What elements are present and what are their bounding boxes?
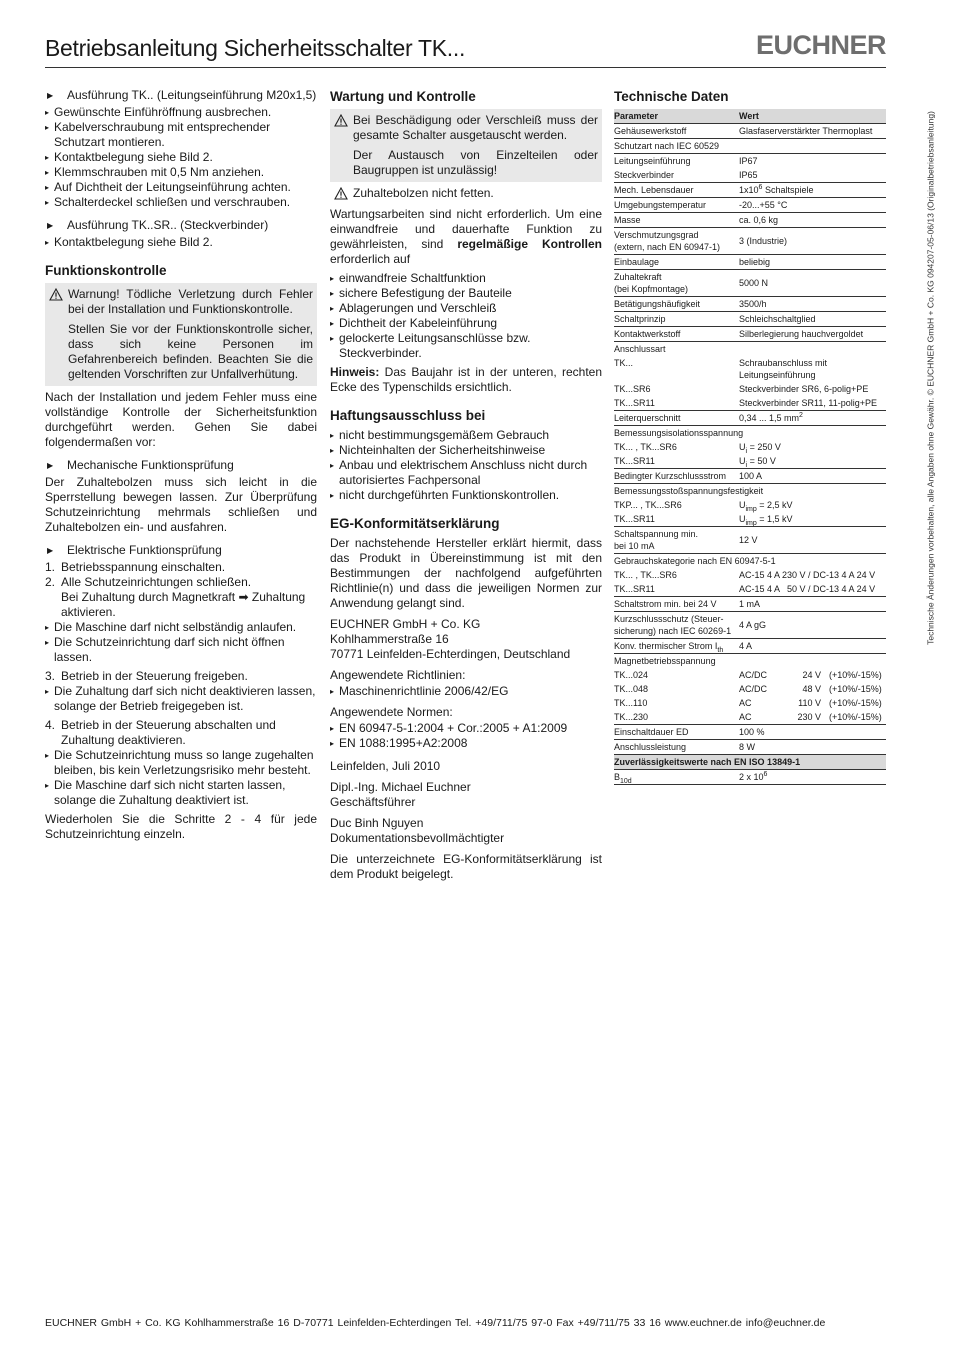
table-row: Gebrauchskategorie nach EN 60947-5-1: [614, 556, 776, 566]
heading-technische-daten: Technische Daten: [614, 89, 729, 104]
heading-eg-konformitaet: EG-Konformitätserklärung: [330, 516, 500, 531]
table-row: Leiterquerschnitt 0,34 ... 1,5 $mm^2$: [614, 411, 886, 426]
heading-funktionskontrolle: Funktionskontrolle: [45, 263, 167, 278]
list-item: ▸ Die Schutzeinrichtung muss so lange zugehalten bleiben, bis kein Verletzungsrisiko mehr besteht.: [45, 748, 317, 778]
list-item: ▸ Kontaktbelegung siehe Bild 2.: [45, 150, 317, 165]
list-item: ▸ Klemmschrauben mit 0,5 Nm anziehen.: [45, 165, 317, 180]
table-header-row: Parameter Wert: [614, 109, 886, 124]
warning-icon: [334, 187, 348, 200]
table-row: $B_{10d}$ 2 x $10^6$: [614, 770, 886, 785]
table-row: Verschmutzungsgrad (extern, nach EN 60947-1) 3 (Industrie): [614, 228, 886, 255]
list-item: ▸ Kabelverschraubung mit entsprechender Schutzart montieren.: [45, 120, 317, 150]
table-row: Schutzart nach IEC 60529: [614, 139, 886, 154]
directives-label: Angewendete Richtlinien:: [330, 668, 466, 682]
signatory: Duc Binh Nguyen Dokumentationsbevollmächtigter: [330, 816, 505, 845]
table-row: Betätigungshäufigkeit 3500/h: [614, 297, 886, 312]
list-item: ▸ Kontaktbelegung siehe Bild 2.: [45, 235, 317, 250]
liability-list: [330, 428, 602, 503]
table-row: Anschlussleistung 8 W: [614, 740, 886, 755]
table-row: TK...230 AC 230 V (+10%/-15%): [614, 710, 886, 725]
step: 1. Betriebsspannung einschalten.: [45, 560, 226, 574]
table-row: TK...SR11 $U_{imp} = 1,5$ kV: [614, 512, 886, 527]
elec-test-heading: ▶ Elektrische Funktionsprüfung: [45, 543, 317, 558]
heading-haftung: Haftungsausschluss bei: [330, 408, 486, 423]
table-row: TK...110 AC 110 V (+10%/-15%): [614, 698, 882, 708]
list-item: ▸ nicht durchgeführten Funktionskontrollen.: [330, 488, 602, 503]
table-row: Kurzschlussschutz (Steuer- sicherung) nach IEC 60269-1 4 A gG: [614, 612, 886, 639]
table-row: Masse ca. 0,6 kg: [614, 213, 886, 228]
page-footer: EUCHNER GmbH + Co. KG Kohlhammerstraße 16 D-70771 Leinfelden-Echterdingen Tel. +49/711/75 97-0 Fax +49/711/75 33 16 www.euchner.de info@euchner.de: [45, 1317, 826, 1329]
steps-list: [45, 669, 317, 684]
table-row: TK...024 AC/DC 24 V (+10%/-15%): [614, 670, 882, 680]
table-row: Zuhaltekraft (bei Kopfmontage) 5000 N: [614, 270, 886, 297]
table-row: TK...SR6 Steckverbinder SR6, 6-polig+PE: [614, 384, 869, 394]
list-item: ▸ EN 1088:1995+A2:2008: [330, 736, 602, 751]
table-row: Umgebungstemperatur -20...+55 °C: [614, 198, 886, 213]
note: Hinweis: Das Baujahr ist in der unteren, rechten Ecke des Typenschilds ersichtlich.: [330, 365, 602, 394]
table-row: Bedingter Kurzschlussstrom 100 A: [614, 469, 886, 484]
warning-text: Bei Beschädigung oder Verschleiß muss der gesamte Schalter ausgetauscht werden.: [353, 113, 598, 142]
list-item: ▸ Die Zuhaltung darf sich nicht deaktivieren lassen, solange der Betrieb freigegeben ist.: [45, 684, 317, 714]
step: 3. Betrieb in der Steuerung freigeben.: [45, 669, 248, 683]
warning-text: Warnung! Tödliche Verletzung durch Fehler bei der Installation und Funktionskontrolle.: [68, 287, 313, 316]
list-item: ▸ EN 60947-5-1:2004 + Cor.:2005 + A1:2009: [330, 721, 602, 736]
table-row: Leitungseinführung IP67: [614, 156, 758, 166]
step: 4. Betrieb in der Steuerung abschalten und Zuhaltung deaktivieren.: [45, 718, 276, 747]
column-3: [614, 88, 886, 785]
warning-text: Der Austausch von Einzelteilen oder Baugruppen ist unzulässig!: [353, 148, 598, 177]
list-item: ▸ nicht bestimmungsgemäßem Gebrauch: [330, 428, 602, 443]
table-row: Einbaulage beliebig: [614, 255, 886, 270]
steps-list: [45, 560, 317, 620]
list-item: ▸ Dichtheit der Kabeleinführung: [330, 316, 602, 331]
warning-icon: [49, 288, 63, 301]
list-item: ▸ sichere Befestigung der Bauteile: [330, 286, 602, 301]
table-row: Bemessungsstoßspannungsfestigkeit: [614, 486, 764, 496]
table-row: TK...SR11 AC-15 4 A 50 V / DC-13 4 A 24 V: [614, 582, 886, 597]
table-row: TK... , TK...SR6 AC-15 4 A 230 V / DC-13 4 A 24 V: [614, 570, 876, 580]
table-row: Mech. Lebensdauer $1x10^6$ Schaltspiele: [614, 183, 886, 198]
table-section-row: Zuverlässigkeitswerte nach EN ISO 13849-1: [614, 755, 886, 770]
heading-wartung: Wartung und Kontrolle: [330, 89, 476, 104]
step: 2. Alle Schutzeinrichtungen schließen. Bei Zuhaltung durch Magnetkraft ➡ Zuhaltung aktivieren.: [45, 575, 306, 619]
warning-box: [330, 109, 602, 182]
table-row: Einschaltdauer ED 100 %: [614, 725, 886, 740]
column-1: [45, 88, 317, 846]
arrow-right-icon: ➡: [238, 590, 249, 604]
caution-line: [330, 186, 602, 201]
signatory: Dipl.-Ing. Michael Euchner Geschäftsführer: [330, 780, 471, 809]
list-item: ▸ Maschinenrichtlinie 2006/42/EG: [330, 684, 602, 699]
list-item: ▸ einwandfreie Schaltfunktion: [330, 271, 602, 286]
paragraph: Der nachstehende Hersteller erklärt hiermit, dass das Produkt in Übereinstimmung ist mit den Bestimmungen der nachfolgend aufgeführten Richtlinie(n) und dass die jeweiligen Normen zur Anwendung gelangt sind.: [330, 536, 602, 610]
side-note: [922, 90, 940, 665]
check-list: [45, 620, 317, 665]
list-item: ▸ Gewünschte Einführöffnung ausbrechen.: [45, 105, 317, 120]
paragraph: Wartungsarbeiten sind nicht erforderlich. Um eine einwandfreie und dauerhafte Funktion zu gewährleisten, sind regelmäßige Kontrollen erforderlich auf: [330, 207, 602, 266]
list-item: ▸ Ablagerungen und Verschleiß: [330, 301, 602, 316]
page-title: Betriebsanleitung Sicherheitsschalter TK...: [45, 35, 466, 61]
warning-box: [45, 283, 317, 386]
table-row: Schaltprinzip Schleichschaltglied: [614, 312, 886, 327]
standards-list: [330, 721, 602, 751]
table-row: Anschlussart: [614, 344, 666, 354]
list-item: ▸ Die Maschine darf sich nicht starten lassen, solange die Zuhaltung deaktiviert ist.: [45, 778, 317, 808]
check-list: [330, 271, 602, 361]
table-row: Kontaktwerkstoff Silberlegierung hauchvergoldet: [614, 327, 886, 342]
table-row: TK...SR11 $U_i = 50$ V: [614, 454, 886, 469]
table-row: TK... Schraubanschluss mit Leitungseinführung: [614, 358, 828, 380]
list-item: ▸ Schalterdeckel schließen und verschrauben.: [45, 195, 317, 210]
paragraph: Nach der Installation und jedem Fehler muss eine vollständige Kontrolle der Sicherheitsfunktion durchgeführt werden. Gehen Sie dabei folgendermaßen vor:: [45, 390, 317, 449]
table-row: Schaltstrom min. bei 24 V 1 mA: [614, 597, 886, 612]
table-row: TK...SR11 Steckverbinder SR11, 11-polig+PE: [614, 396, 886, 411]
table-row: TK... , TK...SR6 $U_i = 250$ V: [614, 442, 781, 455]
column-2: [330, 88, 602, 886]
mech-test-heading: ▶ Mechanische Funktionsprüfung: [45, 458, 317, 473]
list-item: ▸ Anbau und elektrischem Anschluss nicht durch autorisiertes Fachpersonal: [330, 458, 602, 488]
address: EUCHNER GmbH + Co. KG Kohlhammerstraße 16 70771 Leinfelden-Echterdingen, Deutschland: [330, 617, 571, 661]
table-row: Konv. thermischer Strom $I_{th}$ 4 A: [614, 639, 886, 654]
paragraph: Wiederholen Sie die Schritte 2 - 4 für jede Schutzeinrichtung einzeln.: [45, 812, 317, 841]
check-list: [45, 684, 317, 714]
steps-list: [45, 718, 317, 748]
place-date: Leinfelden, Juli 2010: [330, 759, 441, 773]
warning-text: Stellen Sie vor der Funktionskontrolle sicher, dass sich keine Personen im Gefahrenbereich befinden. Beachten Sie die geltenden Vorschriften zur Unfallverhütung.: [68, 322, 313, 381]
euchner-logo: EUCHNER: [755, 30, 886, 60]
table-row: Bemessungsisolationsspannung: [614, 428, 744, 438]
side-note-text: Technische Änderungen vorbehalten, alle Angaben ohne Gewähr. © EUCHNER GmbH + Co. KG 094207-05-06/13 (Originalbetriebsanleitung): [925, 110, 936, 645]
list-item: ▸ Nichteinhalten der Sicherheitshinweise: [330, 443, 602, 458]
page-header: [45, 28, 886, 68]
list-m20: [45, 105, 317, 210]
list-sr: [45, 235, 317, 250]
tech-data-table: [614, 109, 886, 785]
table-row: Gehäusewerkstoff Glasfaserverstärkter Thermoplast: [614, 124, 886, 139]
standards-label: Angewendete Normen:: [330, 705, 453, 719]
table-row: Magnetbetriebsspannung: [614, 656, 716, 666]
table-row: Schaltspannung min. bei 10 mA 12 V: [614, 527, 886, 554]
caution-text: Zuhaltebolzen nicht fetten.: [353, 186, 494, 200]
paragraph: Der Zuhaltebolzen muss sich leicht in die Sperrstellung bewegen lassen. Zur Überprüfung Schutzeinrichtung mehrmals schließen und Zuhaltebolzen ein- und ausfahren.: [45, 475, 317, 534]
list-item: ▸ Die Maschine darf nicht selbständig anlaufen.: [45, 620, 317, 635]
table-row: TKP... , TK...SR6 $U_{imp} = 2,5$ kV: [614, 500, 793, 513]
paragraph: Die unterzeichnete EG-Konformitätserklärung ist dem Produkt beigelegt.: [330, 852, 602, 881]
list-item: ▸ Auf Dichtheit der Leitungseinführung achten.: [45, 180, 317, 195]
variant-sr: ▶ Ausführung TK..SR.. (Steckverbinder): [45, 218, 317, 233]
variant-m20: ▶ Ausführung TK.. (Leitungseinführung M20x1,5): [45, 88, 317, 103]
check-list: [45, 748, 317, 808]
table-row: Steckverbinder IP65: [614, 168, 886, 183]
directives-list: [330, 684, 602, 699]
list-item: ▸ Die Schutzeinrichtung darf sich nicht öffnen lassen.: [45, 635, 317, 665]
list-item: ▸ gelockerte Leitungsanschlüsse bzw. Steckverbinder.: [330, 331, 602, 361]
warning-icon: [334, 114, 348, 127]
table-row: TK...048 AC/DC 48 V (+10%/-15%): [614, 684, 882, 694]
